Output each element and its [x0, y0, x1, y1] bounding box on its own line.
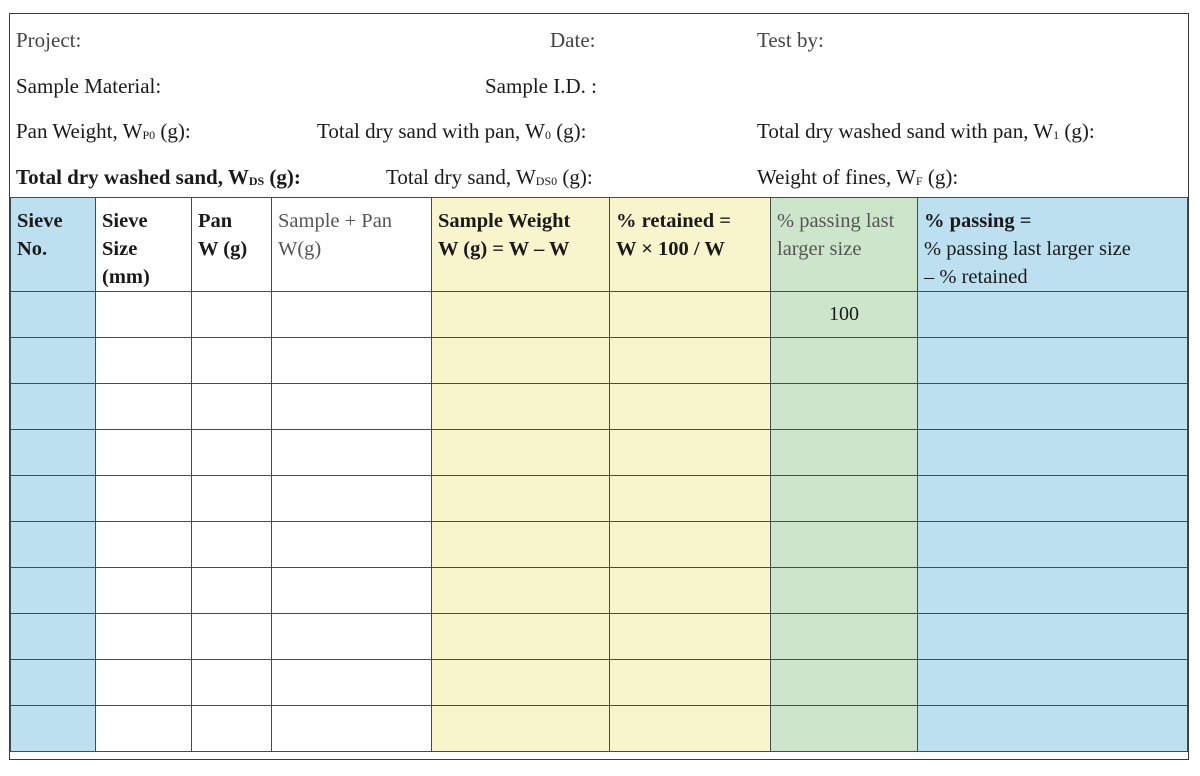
table-cell[interactable] — [11, 476, 96, 522]
column-header-5 — [610, 198, 771, 292]
table-cell[interactable] — [272, 430, 432, 476]
table-row — [11, 706, 1188, 752]
table-cell[interactable] — [771, 568, 918, 614]
table-cell[interactable] — [96, 430, 192, 476]
table-cell[interactable] — [610, 476, 771, 522]
column-header-4 — [432, 198, 610, 292]
table-cell[interactable] — [771, 660, 918, 706]
table-cell[interactable] — [96, 338, 192, 384]
table-cell[interactable] — [11, 292, 96, 338]
table-cell[interactable] — [272, 568, 432, 614]
sieve-table — [10, 197, 1188, 752]
table-row — [11, 292, 1188, 338]
table-cell[interactable] — [11, 430, 96, 476]
table-cell[interactable] — [96, 522, 192, 568]
total-dry-sand-label: Total dry sand, $W_{DS0}$ (g): — [386, 165, 593, 189]
table-cell[interactable] — [11, 522, 96, 568]
column-header-line: No. — [17, 238, 48, 260]
table-cell[interactable] — [771, 338, 918, 384]
table-cell[interactable] — [272, 338, 432, 384]
table-cell[interactable] — [11, 568, 96, 614]
column-header-line: (mm) — [102, 266, 150, 288]
sieve-analysis-form — [9, 13, 1189, 760]
test-by-label: Test by: — [757, 28, 824, 52]
column-header-line: Sample + Pan — [278, 210, 393, 232]
table-cell[interactable] — [432, 338, 610, 384]
table-cell[interactable] — [96, 384, 192, 430]
sample-id-label: Sample I.D. : — [485, 74, 597, 98]
total-dry-washed-sand-with-pan-label: Total dry washed sand with pan, $W_1$ (g): — [757, 119, 1095, 143]
table-cell[interactable] — [610, 568, 771, 614]
column-header-line: larger size — [777, 238, 862, 260]
table-cell[interactable] — [272, 522, 432, 568]
column-header-line: % passing last — [777, 210, 895, 232]
table-cell[interactable] — [771, 430, 918, 476]
column-header-2 — [192, 198, 272, 292]
column-header-1 — [96, 198, 192, 292]
date-label: Date: — [550, 28, 596, 52]
table-cell[interactable] — [11, 338, 96, 384]
column-header-line: Size — [102, 238, 138, 260]
column-header-3 — [272, 198, 432, 292]
table-row — [11, 568, 1188, 614]
column-header-line: Pan — [198, 210, 233, 232]
table-cell[interactable] — [11, 614, 96, 660]
table-row — [11, 384, 1188, 430]
table-cell[interactable] — [96, 292, 192, 338]
column-header-line: W (g) = W – W — [438, 238, 570, 260]
table-cell[interactable] — [96, 660, 192, 706]
table-cell[interactable] — [272, 384, 432, 430]
table-cell[interactable] — [96, 614, 192, 660]
column-header-6 — [771, 198, 918, 292]
table-cell[interactable] — [272, 660, 432, 706]
table-cell[interactable] — [272, 476, 432, 522]
table-cell[interactable] — [918, 568, 1188, 614]
table-row — [11, 614, 1188, 660]
table-cell[interactable] — [610, 614, 771, 660]
table-cell[interactable] — [96, 706, 192, 752]
column-header-line: % retained = — [616, 210, 731, 232]
table-cell[interactable] — [918, 384, 1188, 430]
table-cell[interactable] — [918, 522, 1188, 568]
column-header-line: Sieve — [17, 210, 63, 232]
sample-material-label: Sample Material: — [16, 74, 162, 98]
column-header-line: Sieve — [102, 210, 148, 232]
table-cell[interactable] — [192, 568, 272, 614]
table-cell[interactable] — [432, 614, 610, 660]
table-cell[interactable] — [610, 292, 771, 338]
table-cell[interactable] — [610, 338, 771, 384]
table-cell[interactable]: 100 — [771, 292, 918, 338]
table-cell[interactable] — [610, 384, 771, 430]
total-dry-sand-with-pan-label: Total dry sand with pan, $W_0$ (g): — [317, 119, 587, 143]
table-cell[interactable] — [432, 522, 610, 568]
table-cell[interactable] — [918, 660, 1188, 706]
table-row — [11, 522, 1188, 568]
table-cell[interactable] — [192, 384, 272, 430]
column-header-line: % passing = — [924, 210, 1032, 232]
column-header-line: W(g) — [278, 238, 322, 260]
table-cell[interactable] — [918, 476, 1188, 522]
table-cell[interactable] — [432, 706, 610, 752]
project-label: Project: — [16, 28, 82, 52]
column-header-line: % passing last larger size — [924, 238, 1131, 260]
table-cell[interactable] — [11, 706, 96, 752]
table-cell[interactable] — [272, 706, 432, 752]
table-cell[interactable] — [432, 660, 610, 706]
table-cell[interactable] — [771, 476, 918, 522]
total-dry-washed-sand-label: Total dry washed sand, $W_{DS}$ (g): — [16, 165, 301, 189]
table-cell[interactable] — [610, 430, 771, 476]
column-header-line: W × 100 / W — [616, 238, 725, 260]
table-cell[interactable] — [192, 338, 272, 384]
table-cell[interactable] — [432, 292, 610, 338]
table-row — [11, 430, 1188, 476]
column-header-line: – % retained — [924, 266, 1028, 288]
table-cell[interactable] — [771, 522, 918, 568]
table-cell[interactable] — [272, 614, 432, 660]
table-cell[interactable] — [918, 614, 1188, 660]
table-cell[interactable] — [11, 660, 96, 706]
table-cell[interactable] — [432, 476, 610, 522]
table-body — [11, 292, 1188, 752]
table-cell[interactable] — [610, 660, 771, 706]
table-cell[interactable] — [918, 292, 1188, 338]
table-cell[interactable] — [192, 660, 272, 706]
table-cell[interactable] — [432, 568, 610, 614]
table-cell[interactable] — [272, 292, 432, 338]
weight-of-fines-label: Weight of fines, $W_F$ (g): — [757, 165, 959, 189]
table-cell[interactable] — [918, 338, 1188, 384]
table-cell[interactable] — [192, 522, 272, 568]
column-header-line: W (g) — [198, 238, 248, 260]
table-cell[interactable] — [771, 706, 918, 752]
table-cell[interactable] — [192, 292, 272, 338]
column-header-0 — [11, 198, 96, 292]
table-header-row — [11, 198, 1188, 292]
table-cell[interactable] — [610, 706, 771, 752]
table-cell[interactable] — [432, 384, 610, 430]
table-cell[interactable] — [11, 384, 96, 430]
table-cell[interactable] — [192, 430, 272, 476]
table-cell[interactable] — [192, 476, 272, 522]
table-row — [11, 660, 1188, 706]
table-cell[interactable] — [771, 614, 918, 660]
table-cell[interactable] — [96, 568, 192, 614]
column-header-7 — [918, 198, 1188, 292]
table-row — [11, 476, 1188, 522]
table-cell[interactable] — [918, 430, 1188, 476]
pan-weight-label: Pan Weight, $W_{P0}$ (g): — [16, 119, 191, 143]
table-cell[interactable] — [192, 706, 272, 752]
table-cell[interactable] — [918, 706, 1188, 752]
table-cell[interactable] — [96, 476, 192, 522]
table-cell[interactable] — [771, 384, 918, 430]
column-header-line: Sample Weight — [438, 210, 571, 232]
table-cell[interactable] — [192, 614, 272, 660]
table-cell[interactable] — [610, 522, 771, 568]
table-cell[interactable] — [432, 430, 610, 476]
table-row — [11, 338, 1188, 384]
